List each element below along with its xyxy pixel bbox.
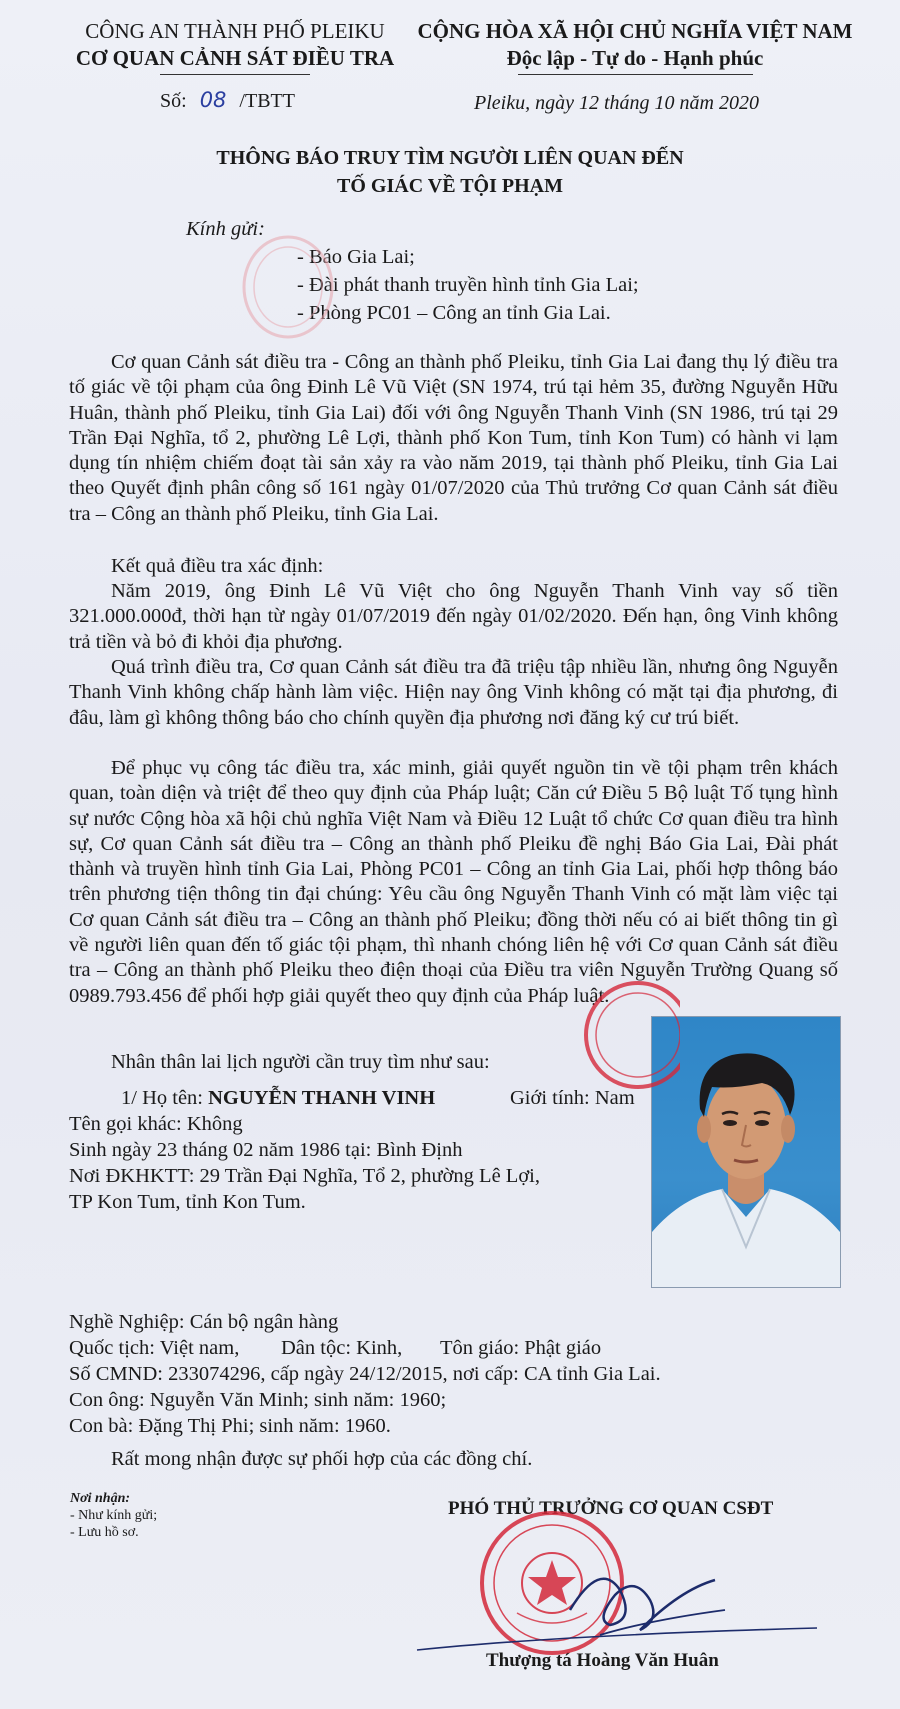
paragraph-profile-intro: Nhân thân lai lịch người cần truy tìm như sau: bbox=[111, 1051, 490, 1073]
person-father: Con ông: Nguyễn Văn Minh; sinh năm: 1960; bbox=[69, 1389, 447, 1411]
noi-nhan-item: - Lưu hồ sơ. bbox=[70, 1525, 139, 1540]
person-birth: Sinh ngày 23 tháng 02 năm 1986 tại: Bình Định bbox=[69, 1139, 463, 1161]
agency-line1: CÔNG AN THÀNH PHỐ PLEIKU bbox=[85, 19, 385, 43]
person-name-row bbox=[121, 1086, 435, 1111]
title-line2: TỐ GIÁC VỀ TỘI PHẠM bbox=[337, 175, 563, 197]
paragraph-investigation bbox=[69, 655, 838, 731]
request-text: Để phục vụ công tác điều tra, xác minh, giải quyết nguồn tin về tội phạm trên khách quan, toàn diện và triệt để theo quy định của Pháp luật; Căn cứ Điều 5 Bộ luật Tố tụng hình sự nước Cộng hòa xã hội chủ nghĩa Việt Nam và Điều 12 Luật tổ chức Cơ quan điều tra hình sự, Cơ quan Cảnh sát điều tra – Công an thành phố Pleiku đề nghị Báo Gia Lai, Đài phát thành và truyền hình tỉnh Gia Lai, Phòng PC01 – Công an tỉnh Gia Lai, phối hợp thông báo trên phương tiện thông tin đại chúng: Yêu cầu ông Nguyễn Thanh Vinh có mặt làm việc tại Cơ quan Cảnh sát điều tra – Công an thành phố Pleiku; đồng thời nếu có ai biết thông tin gì về người liên quan đến tố giác tội phạm, thì nhanh chóng liên hệ với Cơ quan Cảnh sát điều tra – Công an thành phố Pleiku theo điện thoại của Điều tra viên Nguyễn Trường Quang số 0989.793.456 để phối hợp giải quyết theo quy định của Pháp luật. bbox=[69, 757, 838, 1007]
recipient-item: - Phòng PC01 – Công an tỉnh Gia Lai. bbox=[297, 302, 611, 324]
paragraph-findings-label bbox=[69, 554, 838, 579]
recipient-item: - Báo Gia Lai; bbox=[297, 246, 415, 268]
person-id-card: Số CMND: 233074296, cấp ngày 24/12/2015, nơi cấp: CA tỉnh Gia Lai. bbox=[69, 1363, 661, 1385]
investigation-text: Quá trình điều tra, Cơ quan Cảnh sát điều tra đã triệu tập nhiều lần, nhưng ông Nguyễn Thanh Vinh không chấp hành làm việc. Hiện nay ông Vinh không có mặt tại địa phương, đi đâu, làm gì không thông báo cho chính quyền địa phương nơi đăng ký cư trú biết. bbox=[69, 656, 838, 729]
document-date: Pleiku, ngày 12 tháng 10 năm 2020 bbox=[474, 92, 759, 114]
signer-name: Thượng tá Hoàng Văn Huân bbox=[486, 1650, 719, 1671]
closing-line: Rất mong nhận được sự phối hợp của các đồng chí. bbox=[111, 1448, 533, 1470]
portrait-drawing bbox=[652, 1017, 840, 1287]
person-name: NGUYỄN THANH VINH bbox=[208, 1087, 436, 1109]
signature-stroke-line bbox=[412, 1620, 822, 1660]
doc-number-handwritten: 08 bbox=[199, 88, 227, 112]
paragraph-request bbox=[69, 756, 838, 1009]
title-line1: THÔNG BÁO TRUY TÌM NGƯỜI LIÊN QUAN ĐẾN bbox=[216, 147, 684, 169]
person-nationality: Quốc tịch: Việt nam, bbox=[69, 1337, 240, 1359]
doc-number-suffix: /TBTT bbox=[239, 90, 295, 112]
person-mother: Con bà: Đặng Thị Phi; sinh năm: 1960. bbox=[69, 1415, 391, 1437]
findings-label-text: Kết quả điều tra xác định: bbox=[111, 555, 324, 577]
nation-line2: Độc lập - Tự do - Hạnh phúc bbox=[506, 46, 764, 70]
name-label: 1/ Họ tên: bbox=[121, 1087, 203, 1109]
agency-underline bbox=[160, 74, 310, 75]
national-motto bbox=[405, 18, 865, 75]
red-seal-partial bbox=[570, 975, 680, 1095]
signer-title: PHÓ THỦ TRƯỞNG CƠ QUAN CSĐT bbox=[448, 1498, 774, 1519]
paragraph-case bbox=[69, 350, 838, 527]
person-religion: Tôn giáo: Phật giáo bbox=[440, 1337, 602, 1359]
noi-nhan-label: Nơi nhận: bbox=[70, 1491, 131, 1506]
recipient-item: - Đài phát thanh truyền hình tỉnh Gia Lai; bbox=[297, 274, 639, 296]
loan-text: Năm 2019, ông Đinh Lê Vũ Việt cho ông Nguyễn Thanh Vinh vay số tiền 321.000.000đ, thời hạn từ ngày 01/07/2019 đến ngày 01/02/2020. Đến hạn, ông Vinh không trả tiền và bỏ đi khỏi địa phương. bbox=[69, 580, 838, 653]
nation-line1: CỘNG HÒA XÃ HỘI CHỦ NGHĨA VIỆT NAM bbox=[417, 19, 853, 43]
person-occupation: Nghề Nghiệp: Cán bộ ngân hàng bbox=[69, 1311, 339, 1333]
motto-underline bbox=[518, 74, 753, 75]
document-number bbox=[160, 88, 295, 113]
person-residence-line2: TP Kon Tum, tỉnh Kon Tum. bbox=[69, 1191, 306, 1213]
noi-nhan-item: - Như kính gửi; bbox=[70, 1508, 158, 1523]
agency-line2: CƠ QUAN CẢNH SÁT ĐIỀU TRA bbox=[75, 46, 395, 70]
paragraph-case-text: Cơ quan Cảnh sát điều tra - Công an thành phố Pleiku, tỉnh Gia Lai đang thụ lý điều tra tố giác về tội phạm của ông Đinh Lê Vũ Việt (SN 1974, trú tại hẻm 35, đường Nguyễn Hữu Huân, thành phố Pleiku, tỉnh Gia Lai) đối với ông Nguyễn Thanh Vinh (SN 1986, trú tại 29 Trần Đại Nghĩa, tổ 2, phường Lê Lợi, thành phố Kon Tum, tỉnh Kon Tum) có hành vi lạm dụng tín nhiệm chiếm đoạt tài sản xảy ra vào năm 2019, tại thành phố Pleiku, tỉnh Gia Lai theo Quyết định phân công số 161 ngày 01/07/2020 của Thủ trưởng Cơ quan Cảnh sát điều tra – Công an thành phố Pleiku, tỉnh Gia Lai. bbox=[69, 351, 838, 525]
person-gender: Giới tính: Nam bbox=[510, 1087, 635, 1109]
doc-number-prefix: Số: bbox=[160, 90, 187, 112]
person-ethnicity: Dân tộc: Kinh, bbox=[281, 1337, 403, 1359]
noi-nhan bbox=[70, 1490, 157, 1541]
person-residence-line1: Nơi ĐKHKTT: 29 Trần Đại Nghĩa, Tổ 2, phường Lê Lợi, bbox=[69, 1165, 540, 1187]
person-alias: Tên gọi khác: Không bbox=[69, 1113, 243, 1135]
recipients-label: Kính gửi: bbox=[186, 218, 265, 240]
issuing-agency bbox=[55, 18, 415, 75]
paragraph-loan bbox=[69, 579, 838, 655]
faint-stamp bbox=[238, 232, 338, 342]
